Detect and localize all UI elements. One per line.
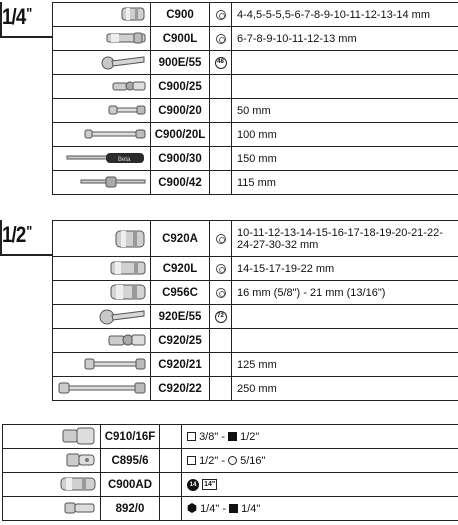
size-frame (0, 220, 52, 256)
drive-spec-sep: - (219, 502, 230, 515)
sym-cell (210, 329, 232, 353)
tool-image-cell (3, 473, 101, 497)
drive-spec-a: 3/8" (199, 430, 219, 443)
twelve-point-icon (216, 34, 226, 44)
adapter-socket-icon (60, 475, 96, 493)
product-code: 892/0 (101, 497, 160, 521)
product-code: C900/20L (151, 123, 210, 147)
inch-mark: " (26, 223, 32, 240)
table-row (53, 147, 458, 171)
table-row (53, 75, 458, 99)
sym-cell (160, 497, 182, 521)
tool-image-cell (53, 75, 151, 99)
short-extension-icon (84, 357, 146, 371)
sym-cell (210, 171, 232, 195)
product-code: 900E/55 (151, 51, 210, 75)
sym-cell (210, 147, 232, 171)
twelve-point-icon (216, 264, 226, 274)
long-extension-icon (58, 381, 146, 395)
table-row (53, 353, 458, 377)
product-code: C910/16F (101, 425, 160, 449)
drive-spec-b: 1/2" (240, 430, 260, 443)
drive-size-text: 1/2 (2, 222, 26, 247)
table-row (53, 171, 458, 195)
product-code: C900/25 (151, 75, 210, 99)
long-socket-icon (106, 31, 146, 45)
spark-plug-socket-icon (110, 283, 146, 301)
sym-cell (210, 99, 232, 123)
drive-spec (182, 425, 458, 449)
square-drive-male-icon (228, 432, 237, 441)
product-code: C920/25 (151, 329, 210, 353)
table-row (3, 473, 458, 497)
tool-image-cell (53, 123, 151, 147)
tool-image-cell (53, 281, 151, 305)
tool-image-cell (53, 221, 151, 257)
teeth-48-icon: 48 (215, 57, 227, 69)
product-code: C920/21 (151, 353, 210, 377)
product-code: C920L (151, 257, 210, 281)
ratchet-icon (98, 307, 146, 325)
sym-cell (210, 51, 232, 75)
drive-spec (182, 497, 458, 521)
drive-spec (182, 449, 458, 473)
size-description: 100 mm (232, 123, 458, 147)
adapter-icon (62, 427, 96, 445)
table-row (53, 51, 458, 75)
size-frame (0, 2, 52, 38)
table-row (53, 305, 458, 329)
adapters-table (2, 424, 458, 521)
spec-table-quarter (52, 2, 458, 195)
hex-14-icon: 14 (187, 479, 199, 491)
bit-adapter-icon (66, 451, 96, 469)
size-description: 50 mm (232, 99, 458, 123)
size-description (232, 305, 458, 329)
size-description: 125 mm (232, 353, 458, 377)
size-description (232, 75, 458, 99)
size-description: 115 mm (232, 171, 458, 195)
tool-image-cell (53, 353, 151, 377)
tool-image-cell (53, 99, 151, 123)
bit-holder-icon (64, 500, 96, 516)
tool-image-cell (53, 51, 151, 75)
universal-joint-icon (108, 331, 146, 349)
table-row (53, 221, 458, 257)
socket-icon (114, 228, 146, 250)
drive-spec (182, 473, 458, 497)
tool-image-cell (53, 305, 151, 329)
long-extension-icon (84, 128, 146, 140)
socket-icon (120, 5, 146, 23)
product-code: C900L (151, 27, 210, 51)
sym-cell (210, 305, 232, 329)
drive-spec-b: 1/4" (241, 502, 261, 515)
product-code: C900/30 (151, 147, 210, 171)
square-drive-male-icon (229, 504, 238, 513)
sym-cell (160, 473, 182, 497)
tool-image-cell (53, 171, 151, 195)
sym-cell (210, 281, 232, 305)
table-row (53, 281, 458, 305)
twelve-point-icon (216, 234, 226, 244)
short-extension-icon (108, 103, 146, 117)
product-code: C920/22 (151, 377, 210, 401)
tool-image-cell (53, 3, 151, 27)
product-code: C956C (151, 281, 210, 305)
sliding-t-bar-icon (80, 175, 146, 189)
table-row (53, 3, 458, 27)
table-row (53, 27, 458, 51)
tool-image-cell (3, 425, 101, 449)
sym-cell (210, 257, 232, 281)
product-code: C900AD (101, 473, 160, 497)
tool-image-cell (3, 449, 101, 473)
tool-image-cell (53, 27, 151, 51)
tool-image-cell (53, 147, 151, 171)
universal-joint-icon (112, 77, 146, 95)
size-description: 16 mm (5/8") - 21 mm (13/16") (232, 281, 458, 305)
product-code: C920A (151, 221, 210, 257)
drive-spec-sep: - (218, 454, 229, 467)
table-row (53, 99, 458, 123)
table-row (53, 329, 458, 353)
teeth-72-icon: 72 (215, 311, 227, 323)
table-row (53, 123, 458, 147)
section-quarter-inch (0, 0, 458, 200)
product-code: C895/6 (101, 449, 160, 473)
inch-mark: " (26, 5, 32, 22)
square-drive-female-icon (187, 456, 196, 465)
tool-image-cell (53, 257, 151, 281)
size-description: 250 mm (232, 377, 458, 401)
drive-spec-sep: - (218, 430, 229, 443)
table-row (53, 257, 458, 281)
table-row (3, 449, 458, 473)
size-description: 6-7-8-9-10-11-12-13 mm (232, 27, 458, 51)
size-description: 10-11-12-13-14-15-16-17-18-19-20-21-22-24-27-30-32 mm (232, 221, 458, 257)
table-row (3, 425, 458, 449)
sym-cell (160, 425, 182, 449)
size-description: 4-4,5-5-5,5-6-7-8-9-10-11-12-13-14 mm (232, 3, 458, 27)
tool-image-cell (53, 329, 151, 353)
drive-spec-a: 1/4" (200, 502, 220, 515)
sym-cell (160, 449, 182, 473)
hex-drive-icon (187, 503, 197, 513)
twelve-point-icon (216, 288, 226, 298)
section-half-inch (0, 218, 458, 410)
sym-cell (210, 221, 232, 257)
drive-size-text: 1/4 (2, 4, 26, 29)
size-description (232, 329, 458, 353)
long-socket-icon (110, 259, 146, 277)
size-description (232, 51, 458, 75)
product-code: C900/20 (151, 99, 210, 123)
square-drive-female-icon (187, 432, 196, 441)
sym-cell (210, 377, 232, 401)
sym-cell (210, 353, 232, 377)
table-row (53, 377, 458, 401)
drive-spec-a: 1/2" (199, 454, 219, 467)
size-description: 14-15-17-19-22 mm (232, 257, 458, 281)
screwdriver-handle-icon (66, 151, 146, 165)
sym-cell (210, 123, 232, 147)
ratchet-icon (100, 53, 146, 71)
size-description: 150 mm (232, 147, 458, 171)
bit-circle-icon (228, 456, 237, 465)
tool-image-cell (53, 377, 151, 401)
drive-spec-b: 5/16" (240, 454, 266, 467)
tool-image-cell (3, 497, 101, 521)
product-code: C900 (151, 3, 210, 27)
square-14-icon: 14" (204, 481, 216, 489)
sym-cell (210, 27, 232, 51)
spec-table-half (52, 220, 458, 401)
sym-cell (210, 75, 232, 99)
twelve-point-icon (216, 10, 226, 20)
product-code: 920E/55 (151, 305, 210, 329)
product-code: C900/42 (151, 171, 210, 195)
sym-cell (210, 3, 232, 27)
table-row (3, 497, 458, 521)
svg-text:Beta: Beta (118, 157, 131, 164)
